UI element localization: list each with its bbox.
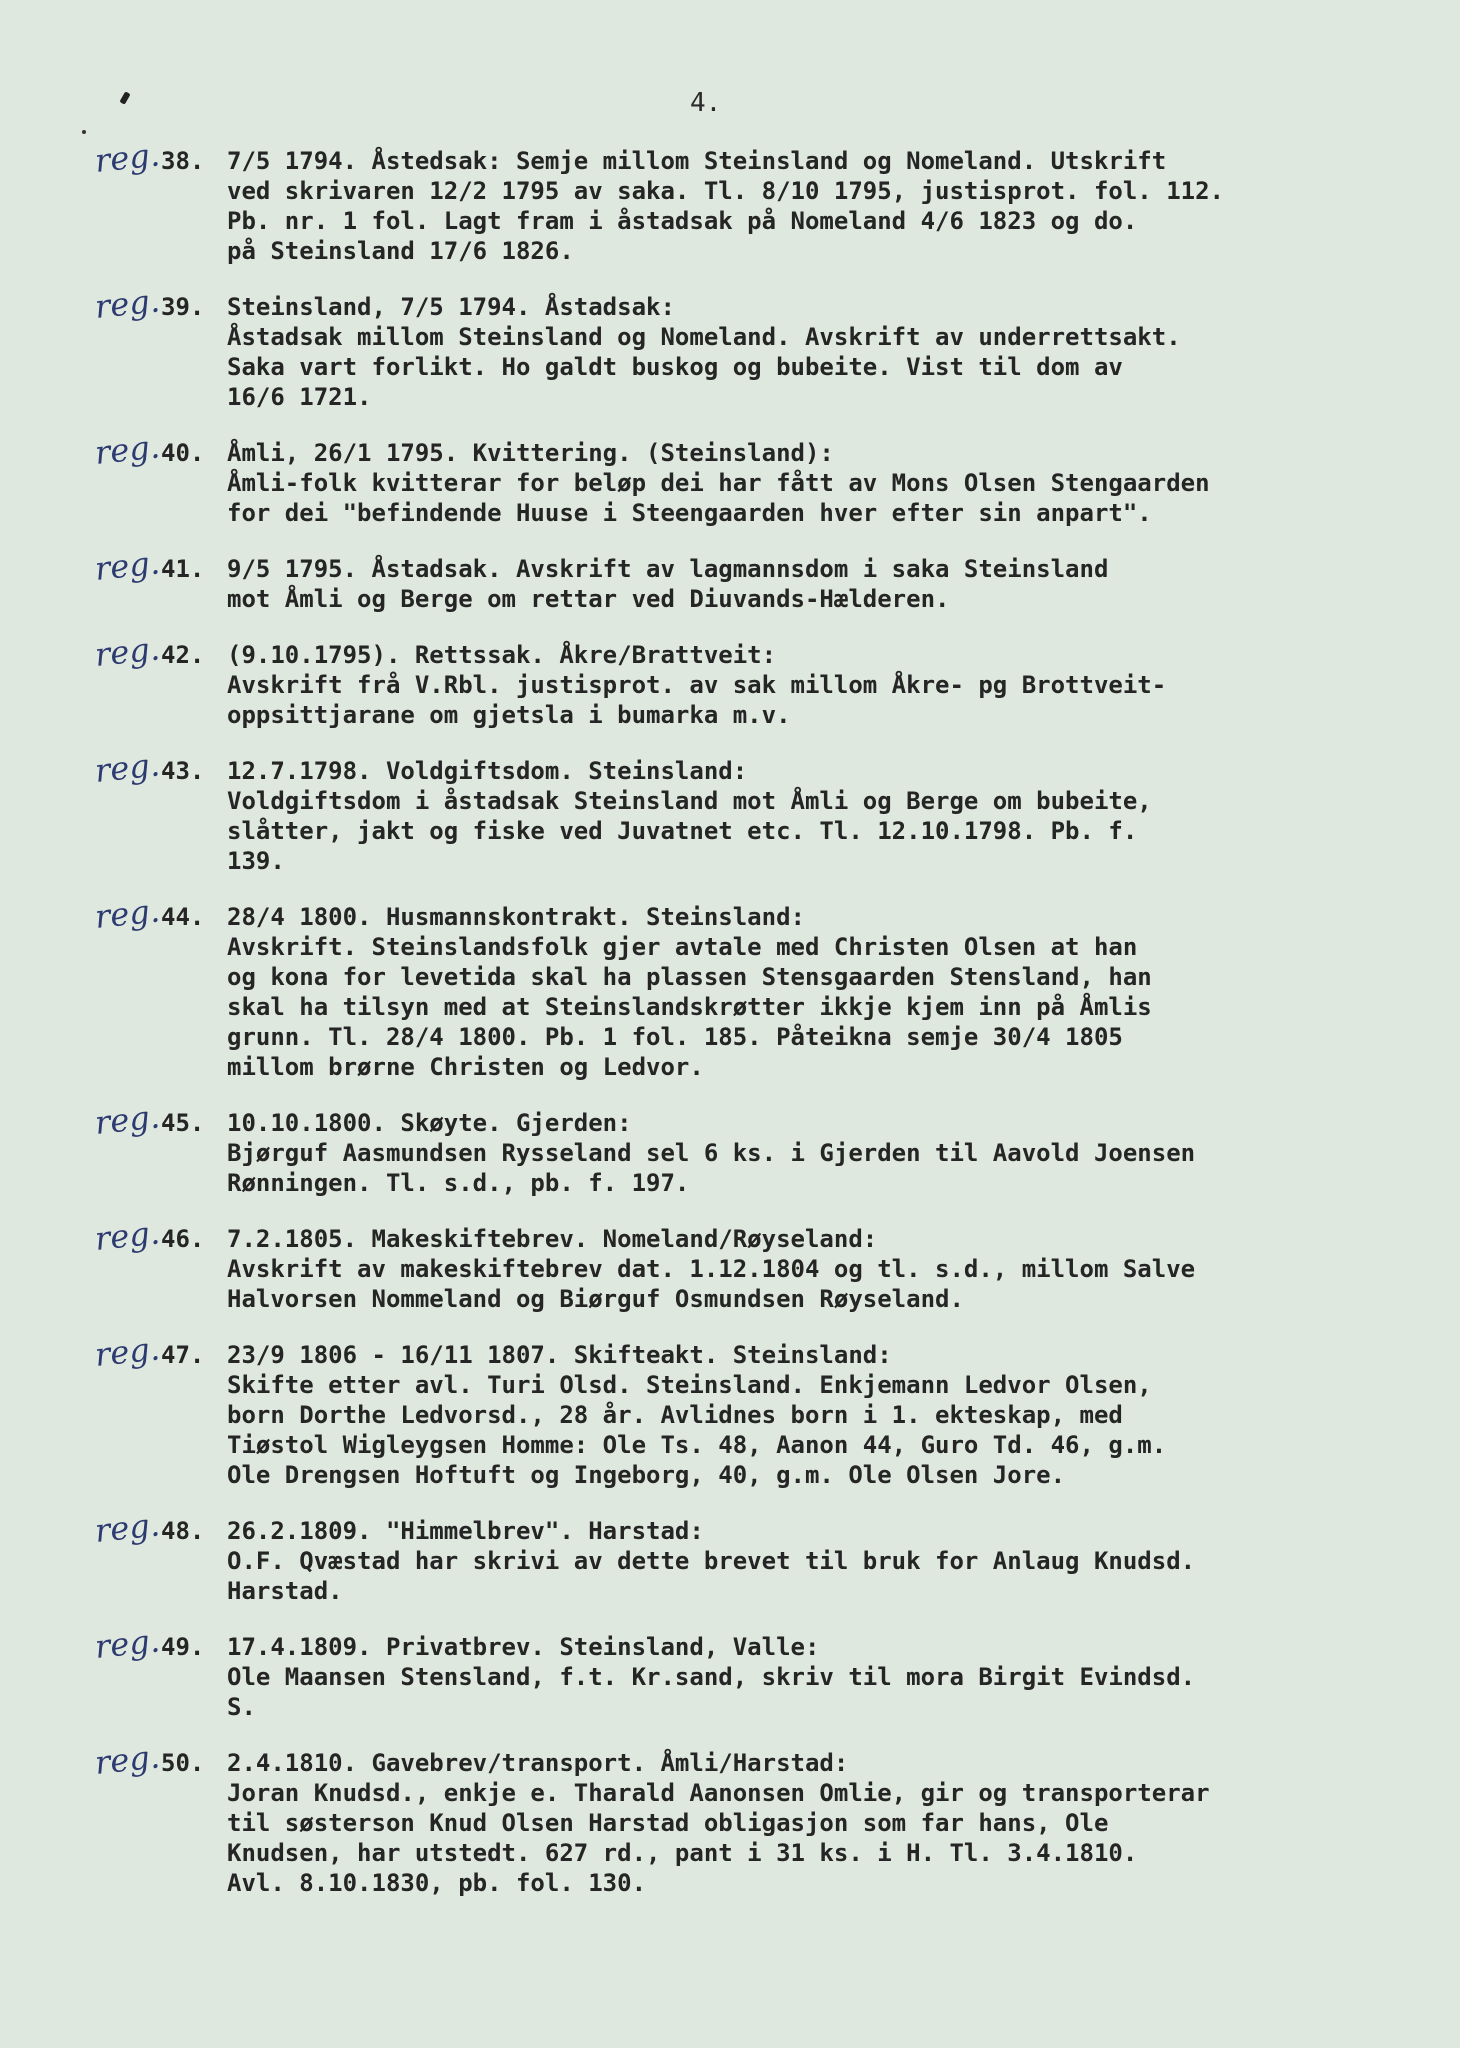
list-item (93, 1505, 1425, 1606)
entry-line: på Steinsland 17/6 1826. (227, 237, 574, 265)
entry-line: Åstadsak millom Steinsland og Nomeland. Avskrift av underrettsakt. (227, 323, 1181, 351)
entry-text (227, 902, 1425, 1082)
entry-text (227, 146, 1425, 266)
handwritten-reg-note: reg. (93, 1621, 162, 1666)
pen-dot (82, 130, 86, 134)
handwritten-reg-note: reg. (93, 891, 162, 936)
entry-number: 38. (161, 147, 205, 175)
entry-number: 49. (161, 1633, 205, 1661)
entry-number: 44. (161, 903, 205, 931)
list-item (93, 1097, 1425, 1198)
handwritten-reg-note: reg. (93, 1329, 162, 1374)
entry-line: 12.7.1798. Voldgiftsdom. Steinsland: (227, 757, 748, 785)
entry-line: Voldgiftsdom i åstadsak Steinsland mot Åmli og Berge om bubeite, (227, 787, 1152, 815)
entry-line: Åmli, 26/1 1795. Kvittering. (Steinsland): (227, 439, 834, 467)
entry-line: 7/5 1794. Åstedsak: Semje millom Steinsland og Nomeland. Utskrift (227, 147, 1167, 175)
entry-line: 2.4.1810. Gavebrev/transport. Åmli/Harstad: (227, 1749, 849, 1777)
entry-line: Avskrift frå V.Rbl. justisprot. av sak millom Åkre- pg Brottveit- (227, 671, 1167, 699)
list-item (93, 629, 1425, 730)
entry-line: millom brørne Christen og Ledvor. (227, 1053, 704, 1081)
entry-number: 45. (161, 1109, 205, 1137)
handwritten-reg-note: reg. (93, 543, 162, 588)
entry-line: S. (227, 1693, 256, 1721)
entry-line: oppsittjarane om gjetsla i bumarka m.v. (227, 701, 791, 729)
list-item (93, 1621, 1425, 1722)
handwritten-reg-note: reg. (93, 427, 162, 472)
page-number: 4. (690, 88, 722, 118)
list-item (93, 135, 1425, 266)
entry-line: (9.10.1795). Rettssak. Åkre/Brattveit: (227, 641, 777, 669)
entry-line: 139. (227, 847, 285, 875)
entry-line: grunn. Tl. 28/4 1800. Pb. 1 fol. 185. Påteikna semje 30/4 1805 (227, 1023, 1123, 1051)
entry-text (227, 292, 1425, 412)
entry-text (227, 756, 1425, 876)
list-item (93, 1329, 1425, 1490)
list-item (93, 1737, 1425, 1898)
handwritten-reg-note: reg. (93, 1213, 162, 1258)
handwritten-reg-note: reg. (93, 1097, 162, 1142)
entry-line: O.F. Qvæstad har skrivi av dette brevet til bruk for Anlaug Knudsd. (227, 1547, 1196, 1575)
list-item (93, 543, 1425, 614)
entry-line: for dei "befindende Huuse i Steengaarden hver efter sin anpart". (227, 499, 1152, 527)
entry-line: Halvorsen Nommeland og Biørguf Osmundsen Røyseland. (227, 1285, 964, 1313)
entry-line: 28/4 1800. Husmannskontrakt. Steinsland: (227, 903, 805, 931)
entry-line: 26.2.1809. "Himmelbrev". Harstad: (227, 1517, 704, 1545)
list-item (93, 891, 1425, 1082)
entry-line: Harstad. (227, 1577, 343, 1605)
entry-line: Åmli-folk kvitterar for beløp dei har fått av Mons Olsen Stengaarden (227, 469, 1210, 497)
entry-number: 43. (161, 757, 205, 785)
handwritten-reg-note: reg. (93, 1737, 162, 1782)
entry-line: Steinsland, 7/5 1794. Åstadsak: (227, 293, 675, 321)
entry-line: Ole Maansen Stensland, f.t. Kr.sand, skriv til mora Birgit Evindsd. (227, 1663, 1196, 1691)
entry-line: Saka vart forlikt. Ho galdt buskog og bubeite. Vist til dom av (227, 353, 1123, 381)
entry-line: Avskrift av makeskiftebrev dat. 1.12.1804 og tl. s.d., millom Salve (227, 1255, 1196, 1283)
entry-line: Skifte etter avl. Turi Olsd. Steinsland. Enkjemann Ledvor Olsen, (227, 1371, 1152, 1399)
entry-text (227, 1632, 1425, 1722)
entry-number: 46. (161, 1225, 205, 1253)
entry-number: 41. (161, 555, 205, 583)
entry-line: til søsterson Knud Olsen Harstad obligasjon som far hans, Ole (227, 1809, 1109, 1837)
entry-number: 39. (161, 293, 205, 321)
handwritten-reg-note: reg. (93, 135, 162, 180)
entry-text (227, 554, 1425, 614)
entry-text (227, 1516, 1425, 1606)
handwritten-reg-note: reg. (93, 1505, 162, 1550)
list-item (93, 281, 1425, 412)
entry-line: skal ha tilsyn med at Steinslandskrøtter ikkje kjem inn på Åmlis (227, 993, 1152, 1021)
entry-list (93, 135, 1425, 1924)
entry-line: born Dorthe Ledvorsd., 28 år. Avlidnes born i 1. ekteskap, med (227, 1401, 1123, 1429)
pen-mark (119, 91, 130, 104)
entry-text (227, 438, 1425, 528)
entry-line: Knudsen, har utstedt. 627 rd., pant i 31 ks. i H. Tl. 3.4.1810. (227, 1839, 1138, 1867)
list-item (93, 427, 1425, 528)
entry-line: 10.10.1800. Skøyte. Gjerden: (227, 1109, 632, 1137)
entry-line: slåtter, jakt og fiske ved Juvatnet etc. Tl. 12.10.1798. Pb. f. (227, 817, 1138, 845)
entry-number: 48. (161, 1517, 205, 1545)
entry-line: Bjørguf Aasmundsen Rysseland sel 6 ks. i Gjerden til Aavold Joensen (227, 1139, 1196, 1167)
entry-number: 42. (161, 641, 205, 669)
entry-text (227, 1748, 1425, 1898)
entry-line: Joran Knudsd., enkje e. Tharald Aanonsen Omlie, gir og transporterar (227, 1779, 1210, 1807)
list-item (93, 745, 1425, 876)
entry-line: Pb. nr. 1 fol. Lagt fram i åstadsak på Nomeland 4/6 1823 og do. (227, 207, 1138, 235)
entry-line: mot Åmli og Berge om rettar ved Diuvands-Hælderen. (227, 585, 950, 613)
entry-number: 50. (161, 1749, 205, 1777)
entry-line: 7.2.1805. Makeskiftebrev. Nomeland/Røyseland: (227, 1225, 878, 1253)
entry-line: 23/9 1806 - 16/11 1807. Skifteakt. Steinsland: (227, 1341, 892, 1369)
entry-number: 47. (161, 1341, 205, 1369)
handwritten-reg-note: reg. (93, 745, 162, 790)
entry-line: Ole Drengsen Hoftuft og Ingeborg, 40, g.m. Ole Olsen Jore. (227, 1461, 1066, 1489)
entry-line: Avskrift. Steinslandsfolk gjer avtale med Christen Olsen at han (227, 933, 1138, 961)
entry-number: 40. (161, 439, 205, 467)
entry-text (227, 640, 1425, 730)
entry-line: 9/5 1795. Åstadsak. Avskrift av lagmannsdom i saka Steinsland (227, 555, 1109, 583)
entry-line: Rønningen. Tl. s.d., pb. f. 197. (227, 1169, 690, 1197)
entry-text (227, 1340, 1425, 1490)
entry-line: 17.4.1809. Privatbrev. Steinsland, Valle: (227, 1633, 820, 1661)
entry-line: Avl. 8.10.1830, pb. fol. 130. (227, 1869, 647, 1897)
entry-line: ved skrivaren 12/2 1795 av saka. Tl. 8/10 1795, justisprot. fol. 112. (227, 177, 1224, 205)
handwritten-reg-note: reg. (93, 629, 162, 674)
entry-line: 16/6 1721. (227, 383, 372, 411)
entry-line: Tiøstol Wigleygsen Homme: Ole Ts. 48, Aanon 44, Guro Td. 46, g.m. (227, 1431, 1167, 1459)
handwritten-reg-note: reg. (93, 281, 162, 326)
entry-text (227, 1108, 1425, 1198)
entry-text (227, 1224, 1425, 1314)
entry-line: og kona for levetida skal ha plassen Stensgaarden Stensland, han (227, 963, 1152, 991)
list-item (93, 1213, 1425, 1314)
